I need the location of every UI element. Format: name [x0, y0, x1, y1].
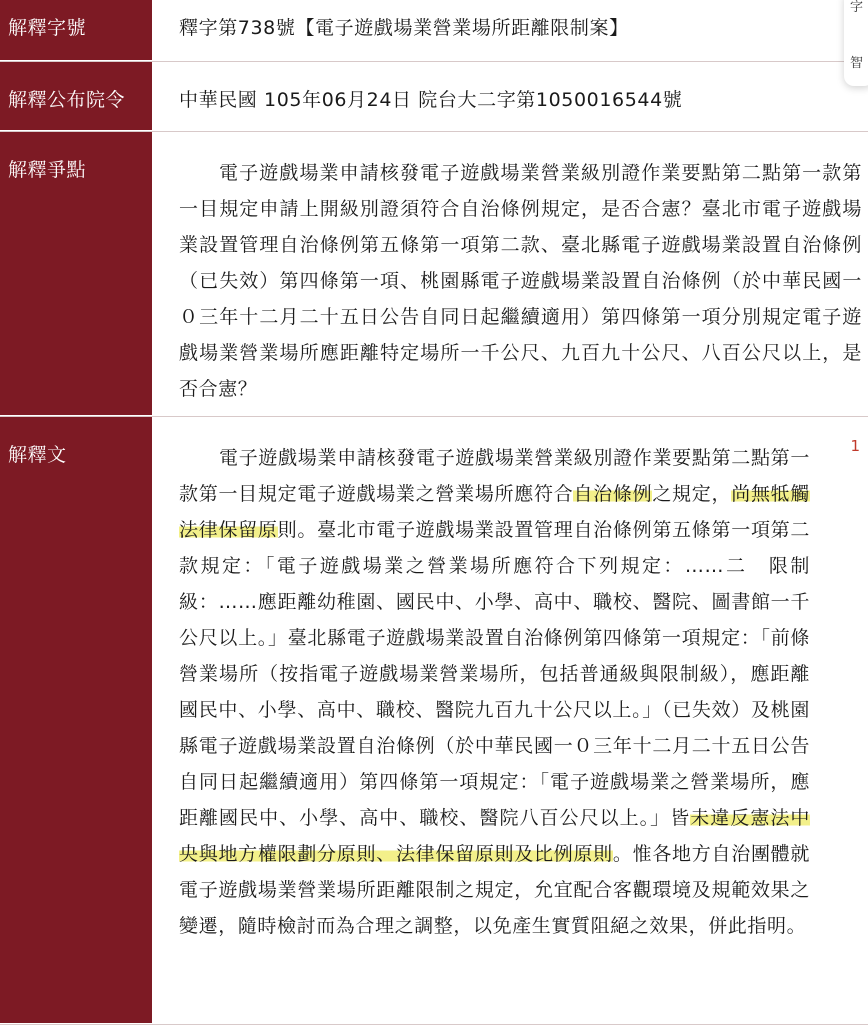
text-segment: 之規定，: [652, 483, 732, 505]
panel-glyph-bottom[interactable]: 智: [850, 56, 864, 71]
text-segment: 則。臺北市電子遊戲場業設置管理自治條例第五條第一項第二款規定：「電子遊戲場業之營業場所應符合下列規定：……二 限制級：……應距離幼稚園、國民中、小學、高中、職校、醫院、圖書館一千公尺以上。」臺北縣電子遊戲場業設置自治條例第四條第一項規定：「前條營業場所（按指電子遊戲場業營業場所，包括普通級與限制級），應距離國民中、小學、高中、職校、醫院九百九十公尺以上。」（已失效）及桃園縣電子遊戲場業設置自治條例（於中華民國一０三年十二月二十五日公告自同日起繼續適用）第四條第一項規定：「電子遊戲場業之營業場所，應距離國民中、小學、高中、職校、醫院八百公尺以上。」皆: [179, 519, 810, 829]
row-label: 解釋爭點: [0, 132, 152, 416]
panel-glyph-top[interactable]: 字: [850, 0, 864, 15]
row-interpretation-number: [0, 0, 868, 62]
row-label: 解釋字號: [0, 0, 152, 61]
row-value: 釋字第738號【電子遊戲場業營業場所距離限制案】: [179, 17, 629, 39]
interpretation-text: [179, 440, 810, 944]
highlight-autonomy-ordinance: 自治條例: [573, 483, 653, 505]
text-segment: 電子遊戲場業申請核發電子遊戲場業營業級別證作業要點第二點第一款第一目規定電子遊戲場業之營業場所應符合: [179, 447, 810, 505]
issue-text: 電子遊戲場業申請核發電子遊戲場業營業級別證作業要點第二點第一款第一目規定申請上開級別證須符合自治條例規定，是否合憲？臺北市電子遊戲場業設置管理自治條例第五條第一項第二款、臺北縣電子遊戲場業設置自治條例（已失效）第四條第一項、桃園縣電子遊戲場業設置自治條例（於中華民國一０三年十二月二十五日公告自同日起繼續適用）第四條第一項分別規定電子遊戲場業營業場所應距離特定場所一千公尺、九百九十公尺、八百公尺以上，是否合憲？: [179, 162, 862, 400]
row-interpretation-text: [0, 417, 868, 1025]
highlight-legal-reservation: 尚無牴觸法律保留原: [179, 483, 810, 541]
row-label: 解釋公布院令: [0, 62, 152, 131]
highlight-constitutional-principles: 未違反憲法中央與地方權限劃分原則、法律保留原則及比例原則: [179, 807, 810, 865]
text-segment: 。惟各地方自治團體就電子遊戲場業營業場所距離限制之規定，允宜配合客觀環境及規範效果之變遷，隨時檢討而為合理之調整，以免產生實質阻絕之效果，併此指明。: [179, 843, 810, 937]
row-issue: [0, 132, 868, 417]
annotation-marker[interactable]: 1: [850, 437, 860, 455]
row-value: 中華民國 105年06月24日 院台大二字第1050016544號: [179, 89, 683, 111]
row-label: 解釋文: [0, 417, 152, 1024]
row-promulgation: [0, 62, 868, 132]
floating-tool-panel[interactable]: [844, 0, 868, 86]
